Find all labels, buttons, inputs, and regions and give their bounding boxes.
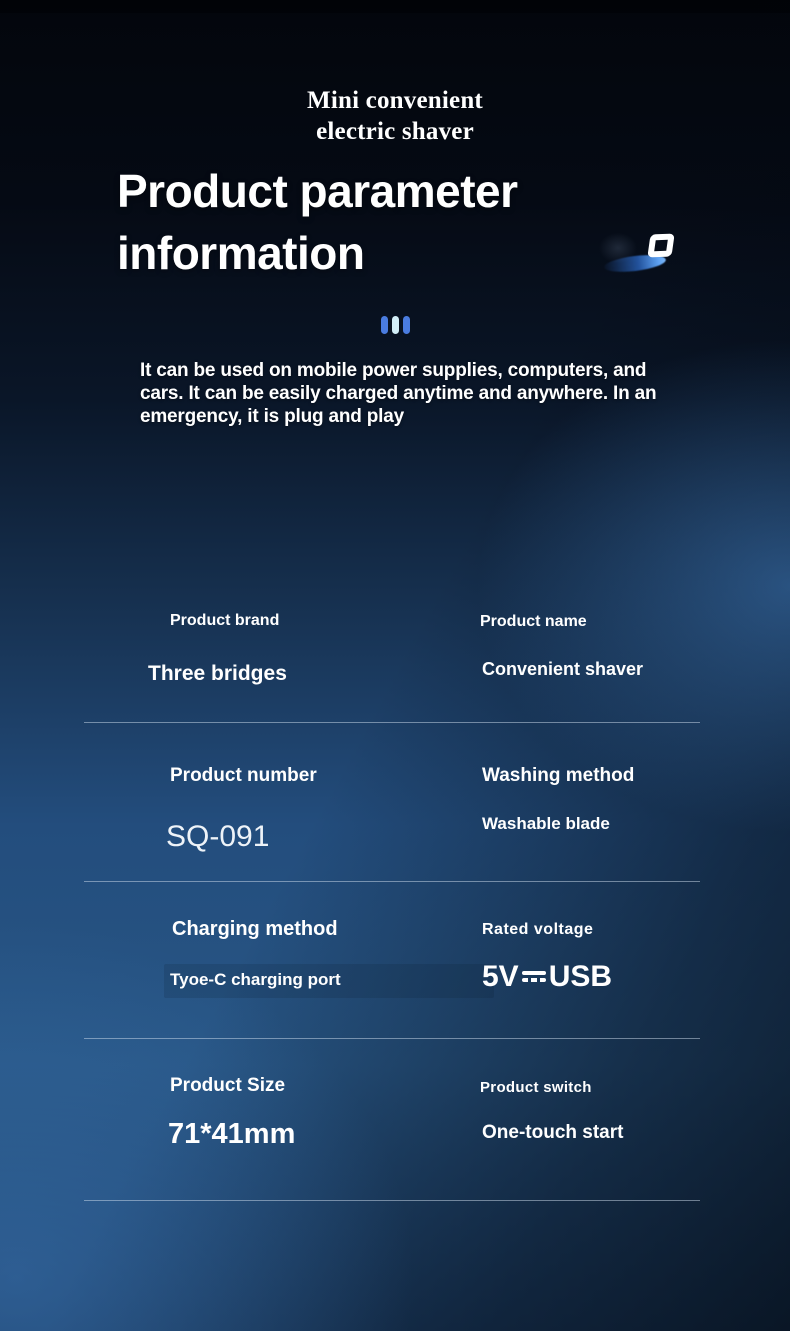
top-strip	[0, 0, 790, 13]
spec-value-rated-voltage	[482, 960, 612, 994]
spec-value-product-number: SQ-091	[166, 820, 270, 853]
subtitle-line-2: electric shaver	[316, 118, 474, 145]
spec-value-product-size: 71*41mm	[168, 1118, 296, 1150]
voltage-prefix: 5V	[482, 960, 519, 993]
spec-label-product-name: Product name	[480, 613, 587, 630]
spec-value-charging-method: Tyoe-C charging port	[170, 970, 341, 989]
indicator-bar-middle	[392, 316, 399, 334]
subtitle-line-1: Mini convenient	[307, 87, 483, 114]
spec-label-product-number: Product number	[170, 765, 317, 786]
voltage-suffix: USB	[548, 960, 613, 993]
spec-label-product-switch: Product switch	[480, 1079, 592, 1096]
spec-label-charging-method: Charging method	[172, 918, 338, 940]
title-line-2: information	[117, 227, 365, 279]
spec-label-product-size: Product Size	[170, 1075, 286, 1096]
spec-label-product-brand: Product brand	[170, 612, 280, 629]
product-subtitle	[0, 85, 790, 147]
indicator-bars	[381, 316, 410, 334]
spec-value-product-switch: One-touch start	[482, 1122, 624, 1143]
spec-value-product-name: Convenient shaver	[482, 659, 644, 679]
shaver-outline-icon	[647, 234, 674, 258]
divider	[84, 1200, 700, 1201]
spec-value-product-brand: Three bridges	[148, 662, 287, 685]
indicator-bar-left	[381, 316, 388, 334]
divider	[84, 722, 700, 723]
dc-symbol-icon	[522, 967, 546, 987]
title-line-1: Product parameter	[117, 165, 518, 217]
divider	[84, 1038, 700, 1039]
divider	[84, 881, 700, 882]
indicator-bar-right	[403, 316, 410, 334]
spec-label-rated-voltage: Rated voltage	[482, 921, 594, 938]
spec-value-washing-method: Washable blade	[482, 814, 610, 833]
product-description: It can be used on mobile power supplies, computers, and cars. It can be easily charged anytime and anywhere. In an emergency, it is plug and play	[140, 360, 657, 427]
spec-label-washing-method: Washing method	[482, 765, 635, 786]
page-title	[117, 160, 677, 284]
